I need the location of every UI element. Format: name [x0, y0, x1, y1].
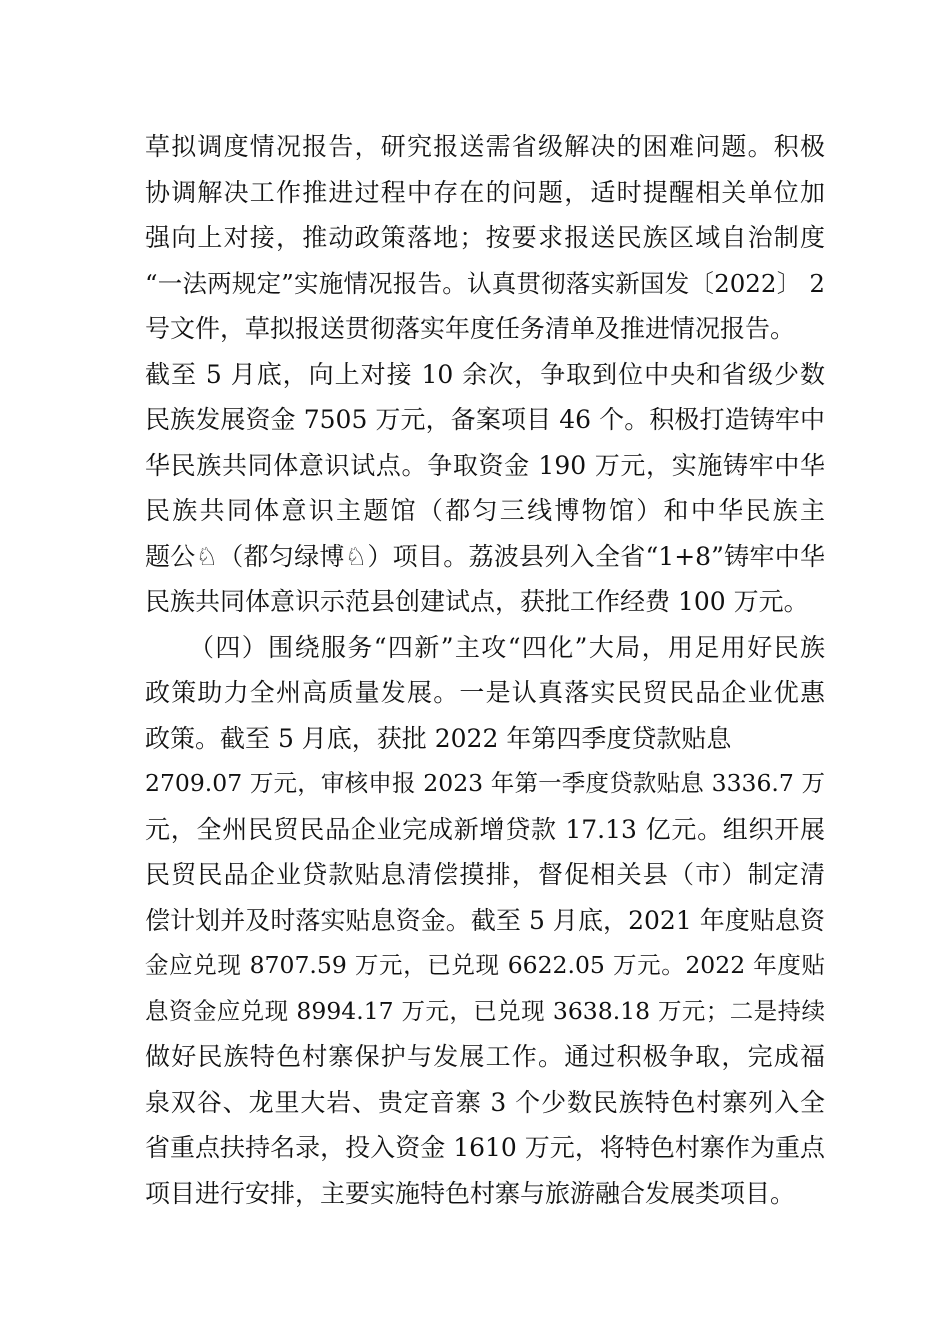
text-line: 息资金应兑现 8994.17 万元，已兑现 3638.18 万元；二是持续 [145, 996, 825, 1025]
text-line: 省重点扶持名录，投入资金 1610 万元，将特色村寨作为重点 [145, 1133, 825, 1162]
text-line: 项目进行安排，主要实施特色村寨与旅游融合发展类项目。 [145, 1178, 796, 1208]
text-line: 强向上对接，推动政策落地；按要求报送民族区域自治制度 [145, 223, 825, 252]
text-line: 民族发展资金 7505 万元，备案项目 46 个。积极打造铸牢中 [145, 405, 825, 434]
text-line: 元，全州民贸民品企业完成新增贷款 17.13 亿元。组织开展 [145, 814, 825, 844]
text-line: 民族共同体意识示范县创建试点，获批工作经费 100 万元。 [145, 587, 809, 616]
text-line: 做好民族特色村寨保护与发展工作。通过积极争取，完成福 [145, 1042, 825, 1071]
text-line: 泉双谷、龙里大岩、贵定音寨 3 个少数民族特色村寨列入全 [145, 1087, 825, 1117]
section-heading-line: （四）围绕服务“四新”主攻“四化”大局，用足用好民族 [189, 632, 825, 662]
text-line: 华民族共同体意识试点。争取资金 190 万元，实施铸牢中华 [145, 450, 825, 480]
text-line: “一法两规定”实施情况报告。认真贯彻落实新国发〔2022〕 2 [145, 268, 825, 298]
text-line: 题公♘（都匀绿博♘）项目。荔波县列入全省“1+8”铸牢中华 [145, 541, 825, 571]
text-line: 草拟调度情况报告，研究报送需省级解决的困难问题。积极 [145, 132, 825, 161]
text-line: 截至 5 月底，向上对接 10 余次，争取到位中央和省级少数 [145, 359, 825, 389]
text-line: 政策。截至 5 月底，获批 2022 年第四季度贷款贴息 [145, 723, 732, 753]
text-line: 2709.07 万元，审核申报 2023 年第一季度贷款贴息 3336.7 万 [145, 769, 825, 797]
text-line: 偿计划并及时落实贴息资金。截至 5 月底，2021 年度贴息资 [145, 905, 825, 935]
text-line: 金应兑现 8707.59 万元，已兑现 6622.05 万元。2022 年度贴 [145, 951, 825, 979]
text-line: 民族共同体意识主题馆（都匀三线博物馆）和中华民族主 [145, 496, 825, 525]
text-line: 协调解决工作推进过程中存在的问题，适时提醒相关单位加 [145, 177, 825, 207]
body-text [145, 124, 825, 1216]
text-line: 号文件，草拟报送贯彻落实年度任务清单及推进情况报告。 [145, 314, 796, 343]
text-line: 政策助力全州高质量发展。一是认真落实民贸民品企业优惠 [145, 678, 825, 707]
text-line: 民贸民品企业贷款贴息清偿摸排，督促相关县（市）制定清 [145, 860, 825, 889]
